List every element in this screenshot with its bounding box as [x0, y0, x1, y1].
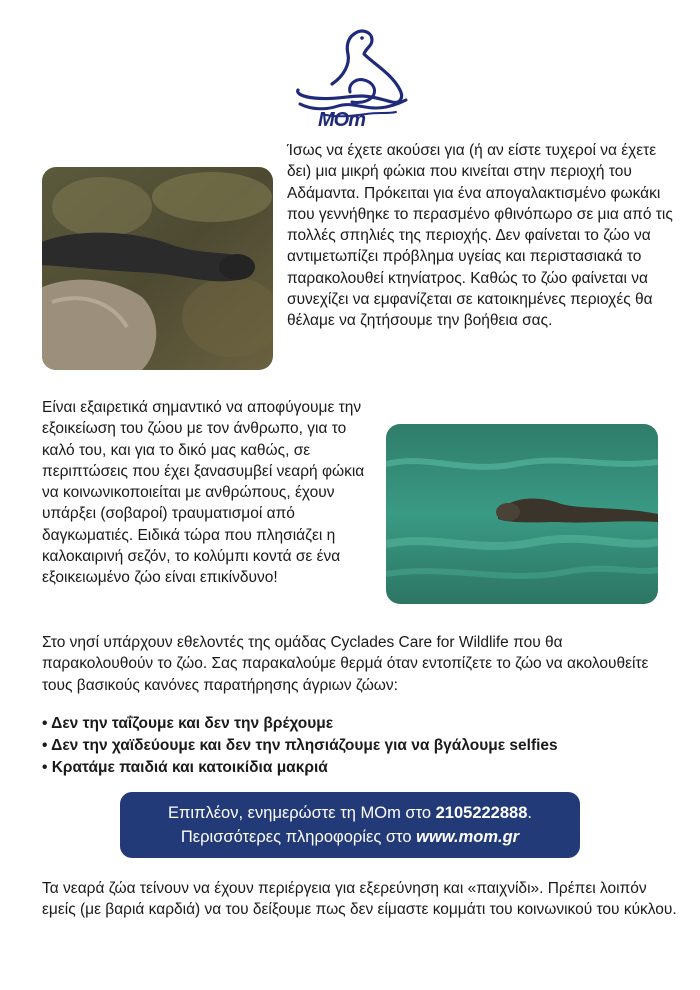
photo-seal-swimming	[386, 424, 658, 604]
list-item: • Δεν την ταΐζουμε και δεν την βρέχουμε	[42, 713, 558, 735]
website-link[interactable]: www.mom.gr	[416, 828, 520, 846]
contact-banner	[120, 792, 580, 858]
phone-number[interactable]: 2105222888	[435, 804, 528, 822]
logo-wordmark: MOm	[318, 109, 365, 131]
rules-list	[42, 713, 558, 779]
list-item: • Δεν την χαϊδεύουμε και δεν την πλησιάζουμε για να βγάλουμε selfies	[42, 735, 558, 757]
intro-paragraph: Ίσως να έχετε ακούσει για (ή αν είστε τυχεροί να έχετε δει) μια μικρή φώκια που κινείται στην περιοχή του Αδάμαντα. Πρόκειται για ένα απογαλακτισμένο φωκάκι που γεννήθηκε το περασμένο φθινόπωρο σε μια από τις πολλές σπηλιές της περιοχής. Δεν φαίνεται το ζώο να αντιμετωπίζει πρόβλημα υγείας και περιστασιακά το παρακολουθεί κτηνίατρος. Καθώς το ζώο φαίνεται να συνεχίζει να εμφανίζεται σε κατοικημένες περιοχές θα θέλαμε να ζητήσουμε την βοήθεια σας.	[287, 142, 673, 330]
list-item: • Κρατάμε παιδιά και κατοικίδια μακριά	[42, 757, 558, 779]
closing-paragraph: Τα νεαρά ζώα τείνουν να έχουν περιέργεια για εξερεύνηση και «παιχνίδι». Πρέπει λοιπόν εμείς (με βαριά καρδιά) να του δείξουμε πως δεν είμαστε κομμάτι του κοινωνικού του κύκλου.	[42, 880, 677, 919]
contact-line-2: Περισσότερες πληροφορίες στο www.mom.gr	[180, 828, 520, 846]
contact-line-1: Επιπλέον, ενημερώστε τη MOm στο 2105222888.	[168, 804, 532, 822]
warning-paragraph: Είναι εξαιρετικά σημαντικό να αποφύγουμε την εξοικείωση του ζώου με τον άνθρωπο, για το καλό του, και για το δικό μας καθώς, σε περιπτώσεις που έχει ξανασυμβεί νεαρή φώκια να κοινωνικοποιείται με ανθρώπους, έχουν υπάρξει (σοβαροί) τραυματισμοί από δαγκωματιές. Ειδικά τώρα που πλησιάζει η καλοκαιρινή σεζόν, το κολύμπι κοντά σε ένα εξοικειωμένο ζώο είναι επικίνδυνο!	[42, 399, 365, 587]
mom-logo	[292, 24, 412, 136]
volunteers-paragraph: Στο νησί υπάρχουν εθελοντές της ομάδας Cyclades Care for Wildlife που θα παρακολουθούν το ζώο. Σας παρακαλούμε θερμά όταν εντοπίζετε το ζώο να ακολουθείτε τους βασικούς κανόνες παρατήρησης άγριων ζώων:	[42, 634, 649, 694]
photo-seal-on-rocks	[42, 167, 273, 370]
